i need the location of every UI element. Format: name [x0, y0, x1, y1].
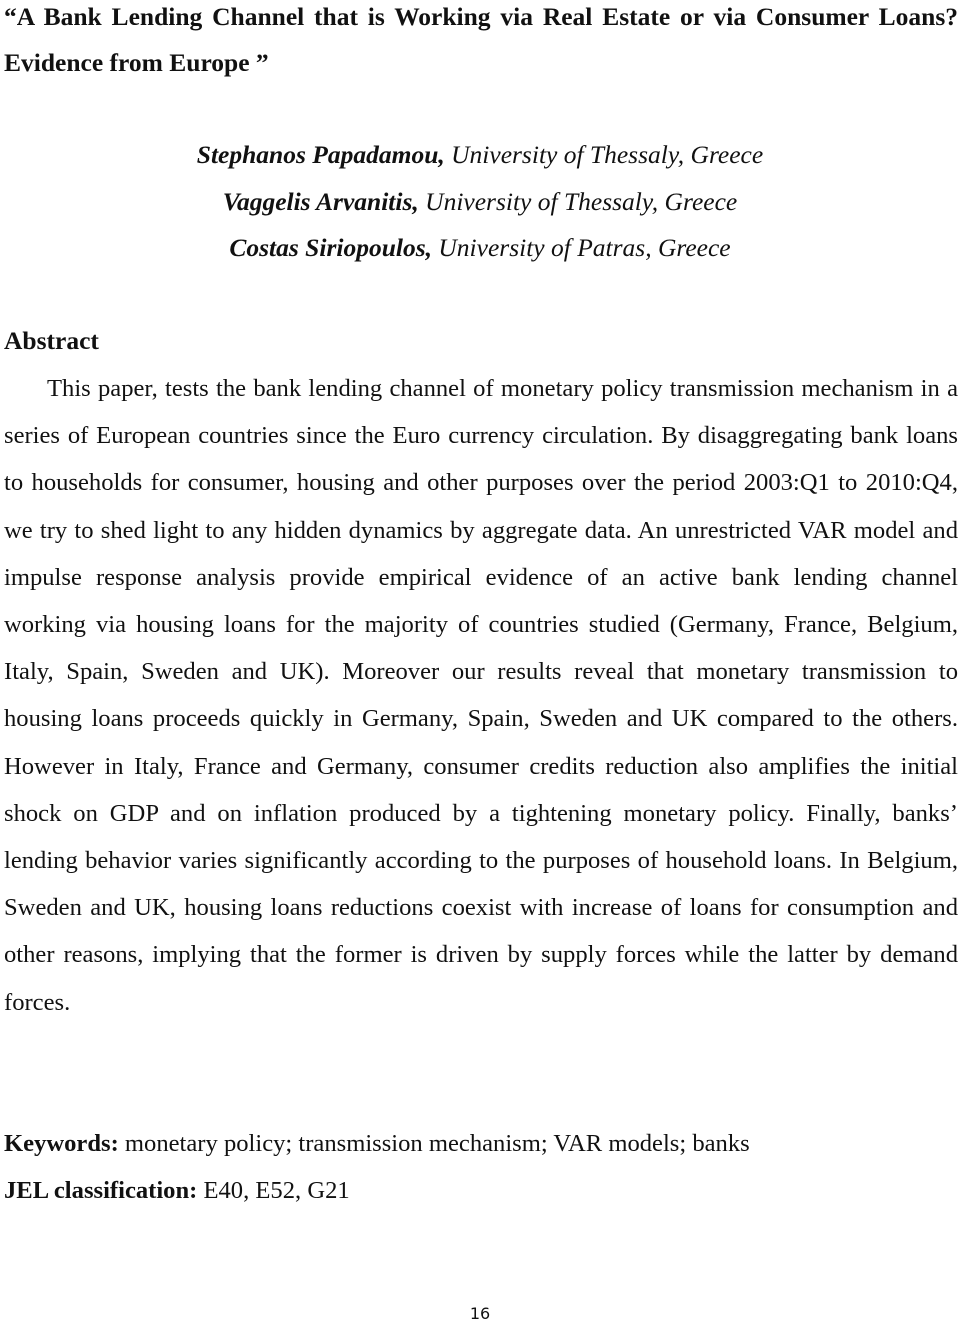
jel-value: E40, E52, G21 [197, 1177, 350, 1204]
keywords-value: monetary policy; transmission mechanism; VAR models; banks [118, 1130, 750, 1157]
abstract-text: This paper, tests the bank lending channel of monetary policy transmission mechanism in a series of European countries since the Euro currency circulation. By disaggregating bank loans to households for consumer, housing and other purposes over the period 2003:Q1 to 2010:Q4, we try to shed light to any hidden dynamics by aggregate data. An unrestricted VAR model and impulse response analysis provide empirical evidence of an active bank lending channel working via housing loans for the majority of countries studied (Germany, France, Belgium, Italy, Spain, Sweden and UK). Moreover our results reveal that monetary transmission to housing loans proceeds quickly in Germany, Spain, Sweden and UK compared to the others. However in Italy, France and Germany, consumer credits reduction also amplifies the initial shock on GDP and on inflation produced by a tightening monetary policy. Finally, banks’ lending behavior varies significantly according to the purposes of household loans. In Belgium, Sweden and UK, housing loans reductions coexist with increase of loans for consumption and other reasons, implying that the former is driven by supply forces while the latter by demand forces. [4, 375, 958, 1016]
author-affiliation: University of Thessaly, Greece [444, 140, 764, 169]
author-list [0, 132, 960, 272]
jel-line [4, 1171, 958, 1211]
keywords-line [4, 1124, 958, 1164]
abstract-body [4, 365, 958, 1026]
author-affiliation: University of Patras, Greece [432, 233, 731, 262]
author-name: Stephanos Papadamou, [196, 140, 445, 169]
paper-title: “A Bank Lending Channel that is Working via Real Estate or via Consumer Loans? Evidence from Europe ” [4, 2, 958, 77]
author-line [0, 132, 960, 179]
keywords-label: Keywords: [4, 1130, 119, 1157]
abstract-heading: Abstract [4, 326, 99, 355]
author-name: Costas Siriopoulos, [229, 233, 433, 262]
page-number: 16 [469, 1304, 491, 1323]
jel-label: JEL classification: [4, 1177, 198, 1204]
author-name: Vaggelis Arvanitis, [222, 186, 419, 216]
author-line [0, 179, 960, 226]
author-line [0, 225, 960, 272]
author-affiliation: University of Thessaly, Greece [418, 186, 738, 216]
